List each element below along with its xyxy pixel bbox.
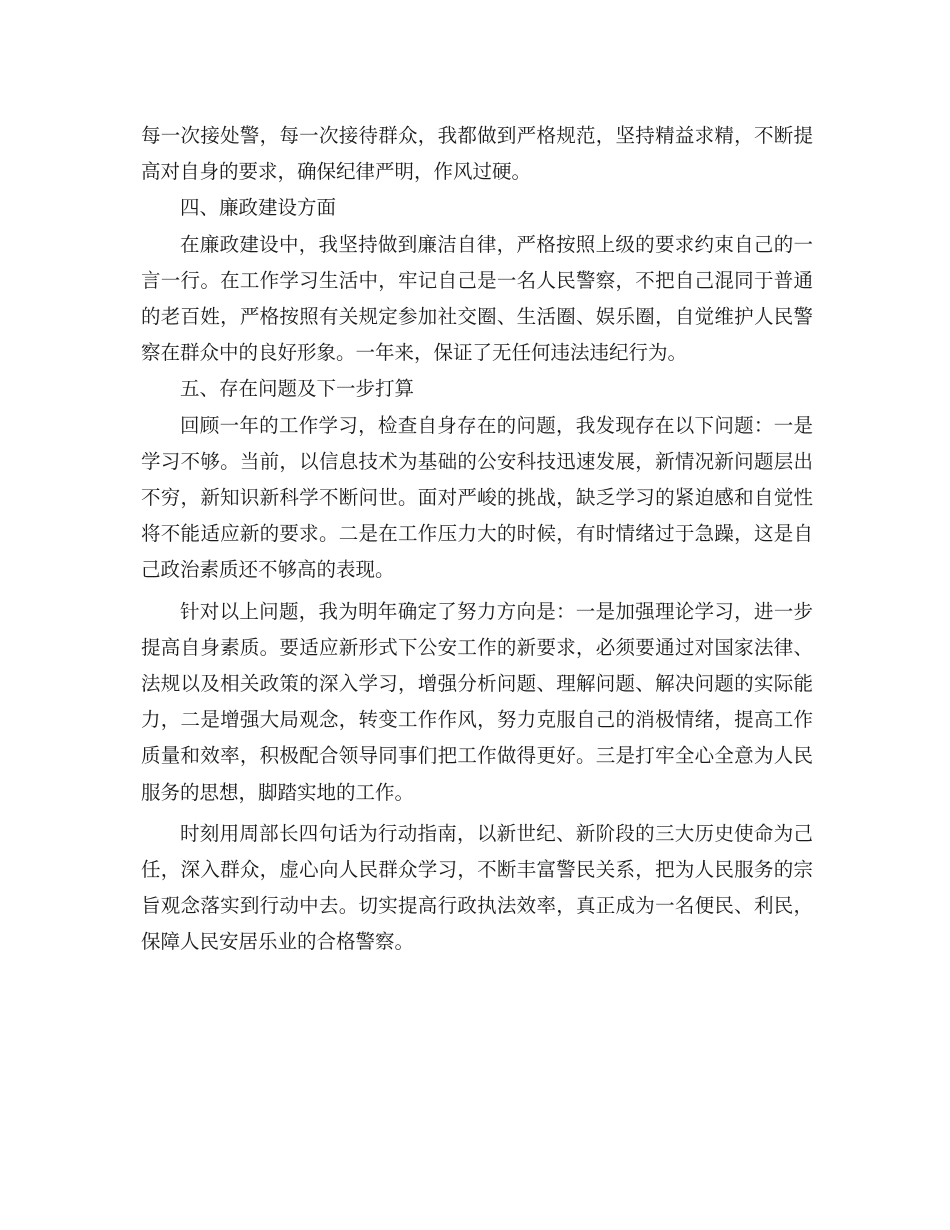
paragraph-guideline: 时刻用周部长四句话为行动指南，以新世纪、新阶段的三大历史使命为己任，深入群众，虚心向人民群众学习，不断丰富警民关系，把为人民服务的宗旨观念落实到行动中去。切实提高行政执法效率，真正成为一名便民、利民，保障人民安居乐业的合格警察。 [141, 821, 813, 954]
paragraph-discipline-continued: 每一次接处警，每一次接待群众，我都做到严格规范，坚持精益求精，不断提高对自身的要求，确保纪律严明，作风过硬。 [141, 124, 813, 184]
paragraph-improvement-plan: 针对以上问题，我为明年确定了努力方向是：一是加强理论学习，进一步提高自身素质。要适应新形式下公安工作的新要求，必须要通过对国家法律、法规以及相关政策的深入学习，增强分析问题、理解问题、解决问题的实际能力，二是增强大局观念，转变工作作风，努力克服自己的消极情绪，提高工作质量和效率，积极配合领导同事们把工作做得更好。三是打牢全心全意为人民服务的思想，脚踏实地的工作。 [141, 599, 813, 804]
paragraph-integrity: 在廉政建设中，我坚持做到廉洁自律，严格按照上级的要求约束自己的一言一行。在工作学习生活中，牢记自己是一名人民警察，不把自己混同于普通的老百姓，严格按照有关规定参加社交圈、生活圈、娱乐圈，自觉维护人民警察在群众中的良好形象。一年来，保证了无任何违法违纪行为。 [141, 232, 813, 365]
paragraph-problems: 回顾一年的工作学习，检查自身存在的问题，我发现存在以下问题：一是学习不够。当前，以信息技术为基础的公安科技迅速发展，新情况新问题层出不穷，新知识新科学不断问世。面对严峻的挑战，缺乏学习的紧迫感和自觉性将不能适应新的要求。二是在工作压力大的时候，有时情绪过于急躁，这是自己政治素质还不够高的表现。 [141, 413, 813, 582]
document-body [141, 118, 813, 961]
section-heading-integrity: 四、廉政建设方面 [180, 196, 337, 220]
section-heading-problems: 五、存在问题及下一步打算 [180, 377, 415, 401]
